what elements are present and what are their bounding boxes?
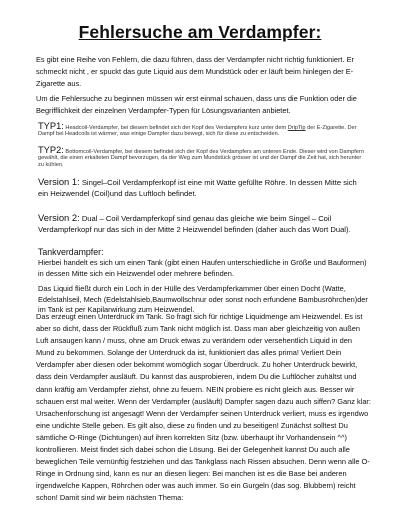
version1-paragraph: [38, 176, 364, 199]
version2-label: Version 2:: [38, 212, 80, 223]
typ1-text-b: der E-Zigarette. Der Dampf bei Headcoils ist wärmer, was einige Dampfer dazu bewegt, sich für diese zu entscheiden.: [38, 125, 357, 138]
tank-heading: Tankverdampfer:: [38, 247, 104, 257]
intro-paragraph-2: Um die Fehlersuche zu beginnen müssen wir erst einmal schauen, dass uns die Funktion oder die Begrifflichkeit der einzelnen Verdampfer-Typen für Lösungsvarianten anbietet.: [36, 94, 357, 116]
version2-paragraph: [38, 212, 364, 235]
typ1-paragraph: [38, 123, 364, 138]
typ2-label: TYP2:: [38, 145, 64, 155]
typ2-text: Bottomcoil-Verdampfer, bei diesem befindet sich der Kopf des Verdampfers am unteren Ende. Dieser wird von Dampfern gewählt, die einen erkalteten Dampf bevorzugen, da der Weg zum Mundstück grösser ist und der Dampf die Zeit hat, sich herunter zu kühlen.: [38, 149, 364, 168]
version1-label: Version 1:: [38, 176, 80, 187]
tank-paragraph-2: Das Liquid fließt durch ein Loch in der Hülle des Verdampferkammer über einen Docht (Watte, Edelstahlseil, Mech (Edelstahlsieb,Baumwollschnur oder sonst noch erfundene Bambusröhrchen)der im Tank ist per Kapilarwirkung zum Heizwendel.: [38, 284, 368, 315]
typ2-paragraph: [38, 147, 364, 168]
tank-paragraph-1: Hierbei handelt es sich um einen Tank (gibt einen Haufen unterschiedliche in Größe und Bauformen) in dessen Mitte sich ein Heizwendel oder mehrere befinden.: [38, 258, 367, 278]
typ1-label: TYP1:: [38, 121, 64, 131]
intro-paragraph: Es gibt eine Reihe von Fehlern, die dazu führen, dass der Verdampfer nicht richtig funktioniert. Er schmeckt nicht , er spuckt das gute Liquid aus dem Mundstück oder er läuft beim hinlegen der E-Zigarette aus.: [36, 55, 354, 89]
page-title: Fehlersuche am Verdampfer:: [78, 22, 322, 42]
version1-text: Singel–Coil Verdampferkopf ist eine mit Watte gefüllte Röhre. In dessen Mitte sich ein Heizwendel (Coil)und das Luftloch befindet.: [38, 178, 357, 199]
body-paragraph: Das erzeugt einen Unterdruck im Tank. So fragt sich für richtige Liquidmenge am Heizwendel. Es ist aber so dicht, dass der Rückfluß zum Tank nicht möglich ist. Dass man aber gleichzeitig von außen Luft ansaugen kann / muss, ohne am Druck etwas zu verändern oder versehentlich Liquid in den Mund zu bekommen. Solange der Unterdruck da ist, funktioniert das alles prima! Verliert Dein Verdampfer aber diesen oder bekommt womöglich sogar Überdruck. Zu hoher Unterdruck bewirkt, dass dein Verdampfer ausläuft. Du kannst das ausprobieren, indem Du die Luftlöcher zuhältst und dann kräftig am Verdampfer ziehst, ohne zu feuern. NEIN probiere es nicht gleich aus. Besser wir schauen erst mal weiter. Wenn der Verdampfer (ausläuft) Dampfer sagen dazu auch siffen? Ganz klar: Ursachenforschung ist angesagt! Wenn der Verdampfer seinen Unterdruck verliert, muss es irgendwo eine undichte Stelle geben. Es gilt also, diese zu finden und zu beseitigen! Zunächst solltest Du sämtliche O-Ringe (Dichtungen) auf ihren korrekten Sitz (bzw. überhaupt ihr Vorhandensein ^^) kontrollieren. Meist findet sich dabei schon die Lösung. Bei der Gelegenheit kannst Du auch alle beweglichen Teile vernünftig festziehen und das Tankglass nach Rissen absuchen. Denn wenn alle O-Ringe in Ordnung sind, kann es nur an diesen liegen: Bei manchen ist es die Base bei anderen irgendwelche Kappen, Röhrchen oder was auch immer. So ein Gurgeln (das sog. Blubbern) reicht schon! Damit sind wir beim nächsten Thema:: [36, 312, 371, 503]
version2-text: Dual – Coil Verdampferkopf sind genau das gleiche wie beim Singel – Coil Verdampferkopf nur das sich in der Mitte 2 Heizwendel befinden (daher auch das Wort Dual).: [38, 214, 351, 235]
typ1-text-a: Headcoil-Verdampfer, bei diesem befindet sich der Kopf des Verdampfers kurz unter dem: [63, 125, 288, 131]
driptip-link[interactable]: DripTip: [287, 125, 306, 131]
